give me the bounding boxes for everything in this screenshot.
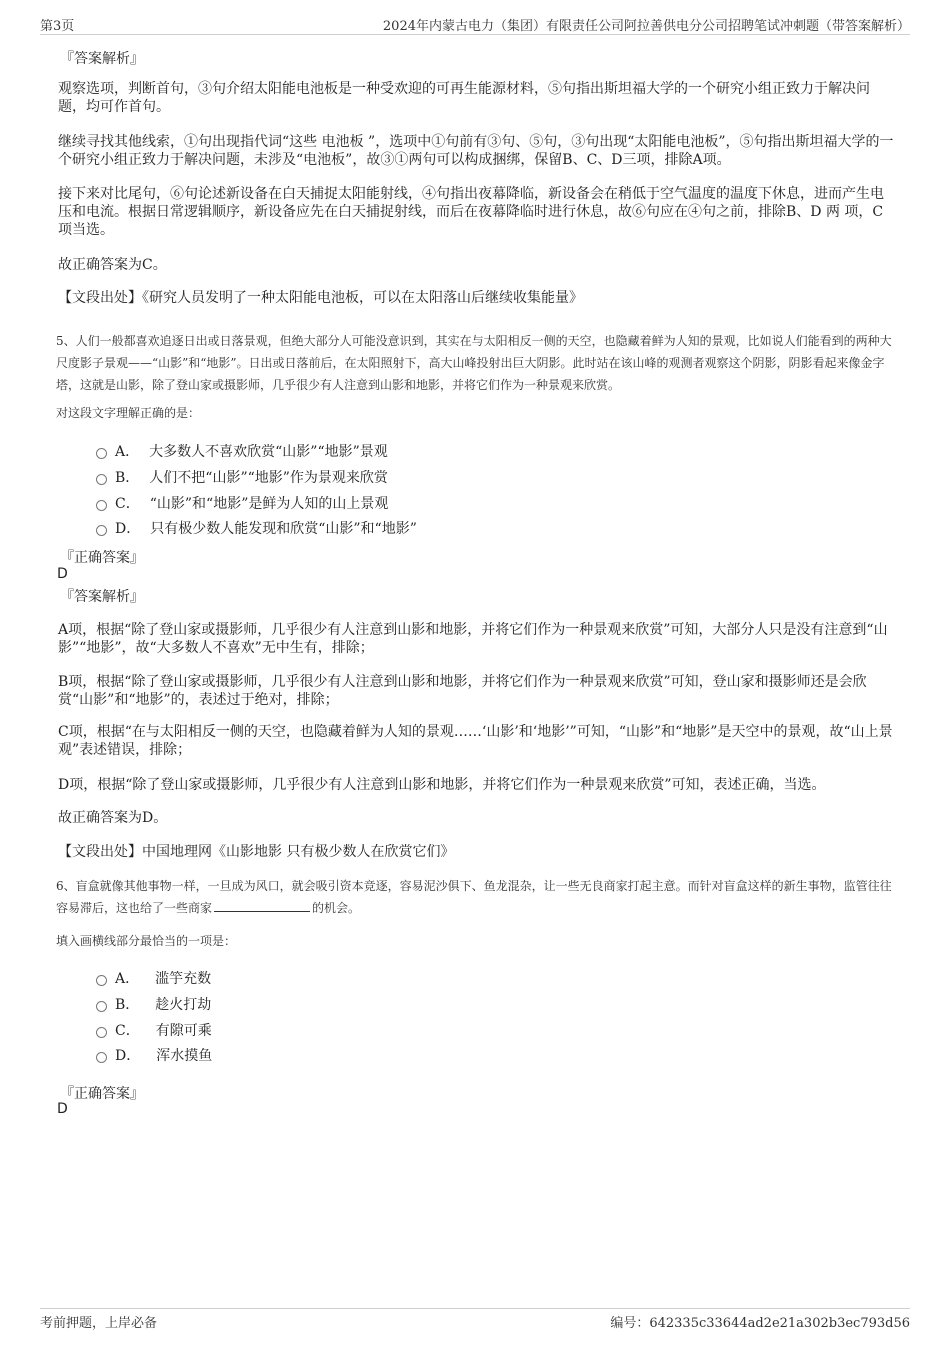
option-text: “山影”和“地影”是鲜为人知的山上景观 xyxy=(149,496,389,512)
option-text: 浑水摸鱼 xyxy=(156,1048,213,1064)
q5-question-text: 5、人们一般都喜欢追逐日出或日落景观，但绝大部分人可能没意识到，其实在与太阳相反一侧的天空，也隐藏着鲜为人知的景观，比如说人们能看到的两种大尺度影子景观——“山影”和“地影”。日出或日落前后，在太阳照射下，高大山峰投射出巨大阴影。此时站在该山峰的观测者观察这个阴影，阴影看起来像金字塔，这就是山影，除了登山家或摄影师，几乎很少有人注意到山影和地影，并将它们作为一种景观来欣赏。 xyxy=(56,334,892,392)
option-letter: C． xyxy=(115,496,140,512)
option-text: 趁火打劫 xyxy=(155,997,212,1013)
option-letter: A． xyxy=(115,971,140,987)
document-title: 2024年内蒙古电力（集团）有限责任公司阿拉善供电分公司招聘笔试冲刺题（带答案解析） xyxy=(382,18,910,34)
q6-option-c[interactable] xyxy=(96,1020,212,1040)
q6-option-a[interactable] xyxy=(96,968,211,988)
option-text: 滥竽充数 xyxy=(155,971,212,987)
option-letter: B． xyxy=(115,997,140,1013)
q6-answer: D xyxy=(57,1101,68,1117)
option-text: 人们不把“山影”“地影”作为景观来欣赏 xyxy=(149,470,388,486)
document-code: 编号：642335c33644ad2e21a302b3ec793d56 xyxy=(610,1316,910,1331)
option-text: 大多数人不喜欢欣赏“山影”“地影”景观 xyxy=(149,444,388,460)
q6-answer-label: 『正确答案』 xyxy=(60,1086,144,1102)
q5-answer-label: 『正确答案』 xyxy=(60,550,144,566)
option-text: 有隙可乘 xyxy=(155,1023,212,1039)
q5-option-a[interactable] xyxy=(96,441,388,461)
q4-source: 【文段出处】《研究人员发明了一种太阳能电池板，可以在太阳落山后继续收集能量》 xyxy=(58,290,583,306)
q5-option-d[interactable] xyxy=(96,518,417,538)
q4-answer-conclusion: 故正确答案为C。 xyxy=(58,257,167,273)
q5-analysis-label: 『答案解析』 xyxy=(60,589,144,605)
q4-analysis-paragraph: 观察选项，判断首句，③句介绍太阳能电池板是一种受欢迎的可再生能源材料，⑤句指出斯坦福大学的一个研究小组正致力于解决问题，均可作首句。 xyxy=(58,81,870,115)
option-letter: D． xyxy=(115,1048,141,1064)
fill-in-blank xyxy=(214,901,310,912)
option-letter: C． xyxy=(115,1023,140,1039)
q4-analysis-paragraph: 接下来对比尾句，⑥句论述新设备在白天捕捉太阳能射线，④句指出夜幕降临，新设备会在稍低于空气温度的温度下休息，进而产生电压和电流。根据日常逻辑顺序，新设备应先在白天捕捉射线，而后在夜幕降临时进行休息，故⑥句应在④句之前，排除B、D 两 项，C项当选。 xyxy=(58,186,884,238)
radio-icon[interactable] xyxy=(96,500,107,511)
radio-icon[interactable] xyxy=(96,474,107,485)
radio-icon[interactable] xyxy=(96,1027,107,1038)
q6-option-b[interactable] xyxy=(96,994,211,1014)
q4-analysis-paragraph: 继续寻找其他线索，①句出现指代词“这些 电池板 ”，选项中①句前有③句、⑤句，③句出现“太阳能电池板”，⑤句指出斯坦福大学的一个研究小组正致力于解决问题，未涉及“电池板”，故③①两句可以构成捆绑，保留B、C、D三项，排除A项。 xyxy=(58,134,894,168)
q5-source: 【文段出处】中国地理网《山影地影 只有极少数人在欣赏它们》 xyxy=(58,844,455,860)
q6-question-text xyxy=(56,875,898,919)
q5-answer-conclusion: 故正确答案为D。 xyxy=(58,810,168,826)
radio-icon[interactable] xyxy=(96,1001,107,1012)
option-letter: B． xyxy=(115,470,140,486)
q5-prompt: 对这段文字理解正确的是： xyxy=(56,406,201,420)
q6-prompt: 填入画横线部分最恰当的一项是： xyxy=(56,934,237,948)
q5-option-c[interactable] xyxy=(96,493,388,513)
q5-analysis-paragraph: A项，根据“除了登山家或摄影师，几乎很少有人注意到山影和地影，并将它们作为一种景观来欣赏”可知，大部分人只是没有注意到“山影”“地影”，故“大多数人不喜欢”无中生有，排除； xyxy=(58,622,888,656)
radio-icon[interactable] xyxy=(96,1052,107,1063)
radio-icon[interactable] xyxy=(96,525,107,536)
option-letter: D． xyxy=(115,521,141,537)
q5-analysis-paragraph: D项，根据“除了登山家或摄影师，几乎很少有人注意到山影和地影，并将它们作为一种景观来欣赏”可知，表述正确，当选。 xyxy=(58,777,826,793)
radio-icon[interactable] xyxy=(96,975,107,986)
q5-analysis-paragraph: B项，根据“除了登山家或摄影师，几乎很少有人注意到山影和地影，并将它们作为一种景观来欣赏”可知，登山家和摄影师还是会欣赏“山影”和“地影”的，表述过于绝对，排除； xyxy=(58,674,867,708)
q6-question-before: 6、盲盒就像其他事物一样，一旦成为风口，就会吸引资本竞逐，容易泥沙俱下、鱼龙混杂，让一些无良商家打起主意。而针对盲盒这样的新生事物，监管往往容易滞后，这也给了一些商家 xyxy=(56,879,892,915)
page-footer xyxy=(40,1308,910,1331)
q4-analysis-label: 『答案解析』 xyxy=(60,51,144,67)
page-number: 第3页 xyxy=(40,18,75,34)
footer-slogan: 考前押题，上岸必备 xyxy=(40,1316,158,1331)
option-text: 只有极少数人能发现和欣赏“山影”和“地影” xyxy=(150,521,417,537)
option-letter: A． xyxy=(115,444,140,460)
q6-question-after: 的机会。 xyxy=(312,901,361,915)
q5-option-b[interactable] xyxy=(96,467,388,487)
page-header xyxy=(40,14,910,35)
q5-answer: D xyxy=(57,566,68,582)
q6-option-d[interactable] xyxy=(96,1045,212,1065)
radio-icon[interactable] xyxy=(96,448,107,459)
q5-analysis-paragraph: C项，根据“在与太阳相反一侧的天空，也隐藏着鲜为人知的景观……‘山影’和‘地影’”可知，“山影”和“地影”是天空中的景观，故“山上景观”表述错误，排除； xyxy=(58,724,893,758)
